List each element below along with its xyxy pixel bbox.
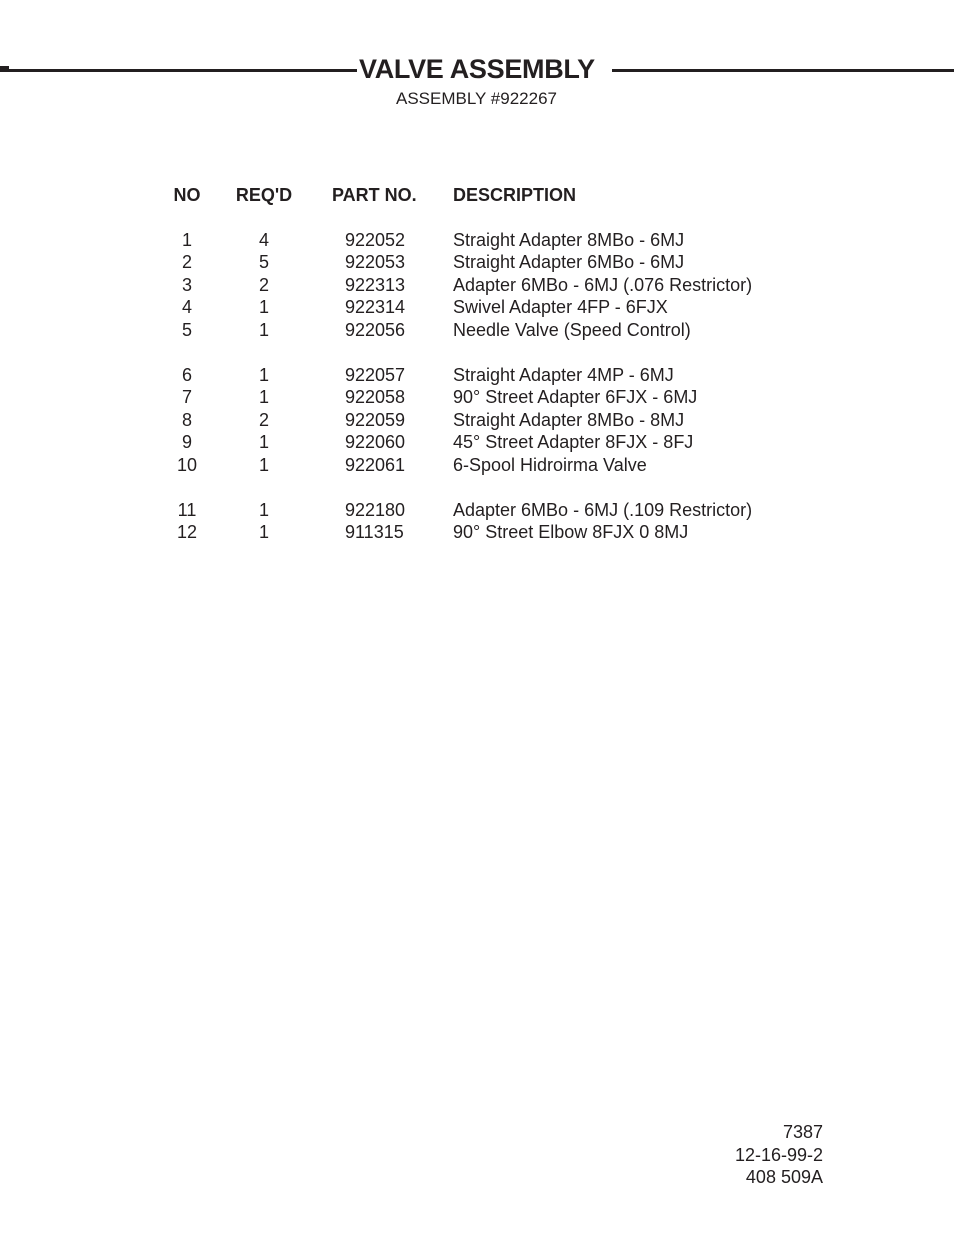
cell-part-no: 922052 <box>345 229 406 250</box>
cell-no: 6 <box>181 364 192 385</box>
cell-part-no: 922313 <box>345 274 406 295</box>
cell-no: 2 <box>181 252 192 272</box>
cell-no: 3 <box>181 274 192 295</box>
column-header-reqd: REQ'D <box>235 185 293 205</box>
cell-description: Swivel Adapter 4FP - 6FJX <box>453 297 668 317</box>
table-row <box>160 431 800 454</box>
header-rule-left <box>0 69 357 72</box>
cell-description: 6-Spool Hidroirma Valve <box>453 454 647 475</box>
cell-description: Straight Adapter 4MP - 6MJ <box>453 364 674 385</box>
cell-part-no: 922059 <box>345 409 406 430</box>
parts-list-header <box>160 184 800 207</box>
assembly-number: ASSEMBLY #922267 <box>396 89 557 108</box>
cell-part-no: 922314 <box>345 297 406 317</box>
table-row <box>160 274 800 297</box>
cell-description: Straight Adapter 8MBo - 8MJ <box>453 409 685 430</box>
cell-no: 4 <box>181 297 192 317</box>
cell-no: 7 <box>181 387 192 407</box>
cell-part-no: 922180 <box>345 499 406 520</box>
cell-part-no: 911315 <box>345 522 404 542</box>
cell-reqd: 1 <box>258 499 269 520</box>
cell-part-no: 922053 <box>345 252 406 272</box>
cell-no: 12 <box>176 522 198 542</box>
cell-no: 1 <box>181 229 192 250</box>
header-rule-right <box>612 69 954 72</box>
cell-description: Adapter 6MBo - 6MJ (.109 Restrictor) <box>453 499 753 520</box>
footer-drawing-number: 7387 <box>782 1122 823 1142</box>
table-row <box>160 521 800 544</box>
table-row <box>160 409 800 432</box>
cell-reqd: 2 <box>258 274 269 295</box>
cell-no: 10 <box>176 454 198 475</box>
cell-reqd: 5 <box>258 252 269 272</box>
cell-reqd: 1 <box>258 319 269 340</box>
cell-reqd: 1 <box>258 522 269 542</box>
page-title: VALVE ASSEMBLY <box>359 54 595 84</box>
cell-part-no: 922056 <box>345 319 406 340</box>
cell-reqd: 2 <box>258 409 269 430</box>
cell-part-no: 922058 <box>345 387 406 407</box>
cell-description: Adapter 6MBo - 6MJ (.076 Restrictor) <box>453 274 753 295</box>
table-row <box>160 364 800 387</box>
cell-no: 9 <box>181 432 192 452</box>
cell-description: 90° Street Adapter 6FJX - 6MJ <box>453 387 698 407</box>
cell-reqd: 4 <box>258 229 269 250</box>
cell-no: 11 <box>177 499 197 520</box>
column-header-no: NO <box>173 185 201 205</box>
cell-reqd: 1 <box>258 297 269 317</box>
cell-description: Needle Valve (Speed Control) <box>453 319 691 340</box>
footer-manual-number: 408 509A <box>745 1167 823 1187</box>
cell-reqd: 1 <box>258 364 269 385</box>
cell-reqd: 1 <box>258 387 269 407</box>
cell-description: 45° Street Adapter 8FJX - 8FJ <box>453 432 694 452</box>
document-footer <box>735 1121 823 1189</box>
parts-list-body <box>160 229 800 544</box>
cell-no: 5 <box>181 319 192 340</box>
parts-list <box>160 184 800 544</box>
table-row <box>160 499 800 522</box>
column-header-part-no: PART NO. <box>332 185 417 205</box>
group-spacer <box>160 476 800 499</box>
table-row <box>160 386 800 409</box>
table-row <box>160 251 800 274</box>
table-row <box>160 454 800 477</box>
cell-reqd: 1 <box>258 454 269 475</box>
cell-reqd: 1 <box>258 432 269 452</box>
cell-part-no: 922060 <box>345 432 406 452</box>
table-row <box>160 296 800 319</box>
cell-description: Straight Adapter 8MBo - 6MJ <box>453 229 685 250</box>
cell-no: 8 <box>181 409 192 430</box>
table-row <box>160 229 800 252</box>
footer-date-code: 12-16-99-2 <box>734 1144 823 1165</box>
cell-description: 90° Street Elbow 8FJX 0 8MJ <box>453 522 689 542</box>
cell-part-no: 922057 <box>345 364 406 385</box>
table-row <box>160 319 800 342</box>
group-spacer <box>160 341 800 364</box>
cell-part-no: 922061 <box>345 454 406 475</box>
cell-description: Straight Adapter 6MBo - 6MJ <box>453 252 685 272</box>
column-header-description: DESCRIPTION <box>453 185 577 205</box>
